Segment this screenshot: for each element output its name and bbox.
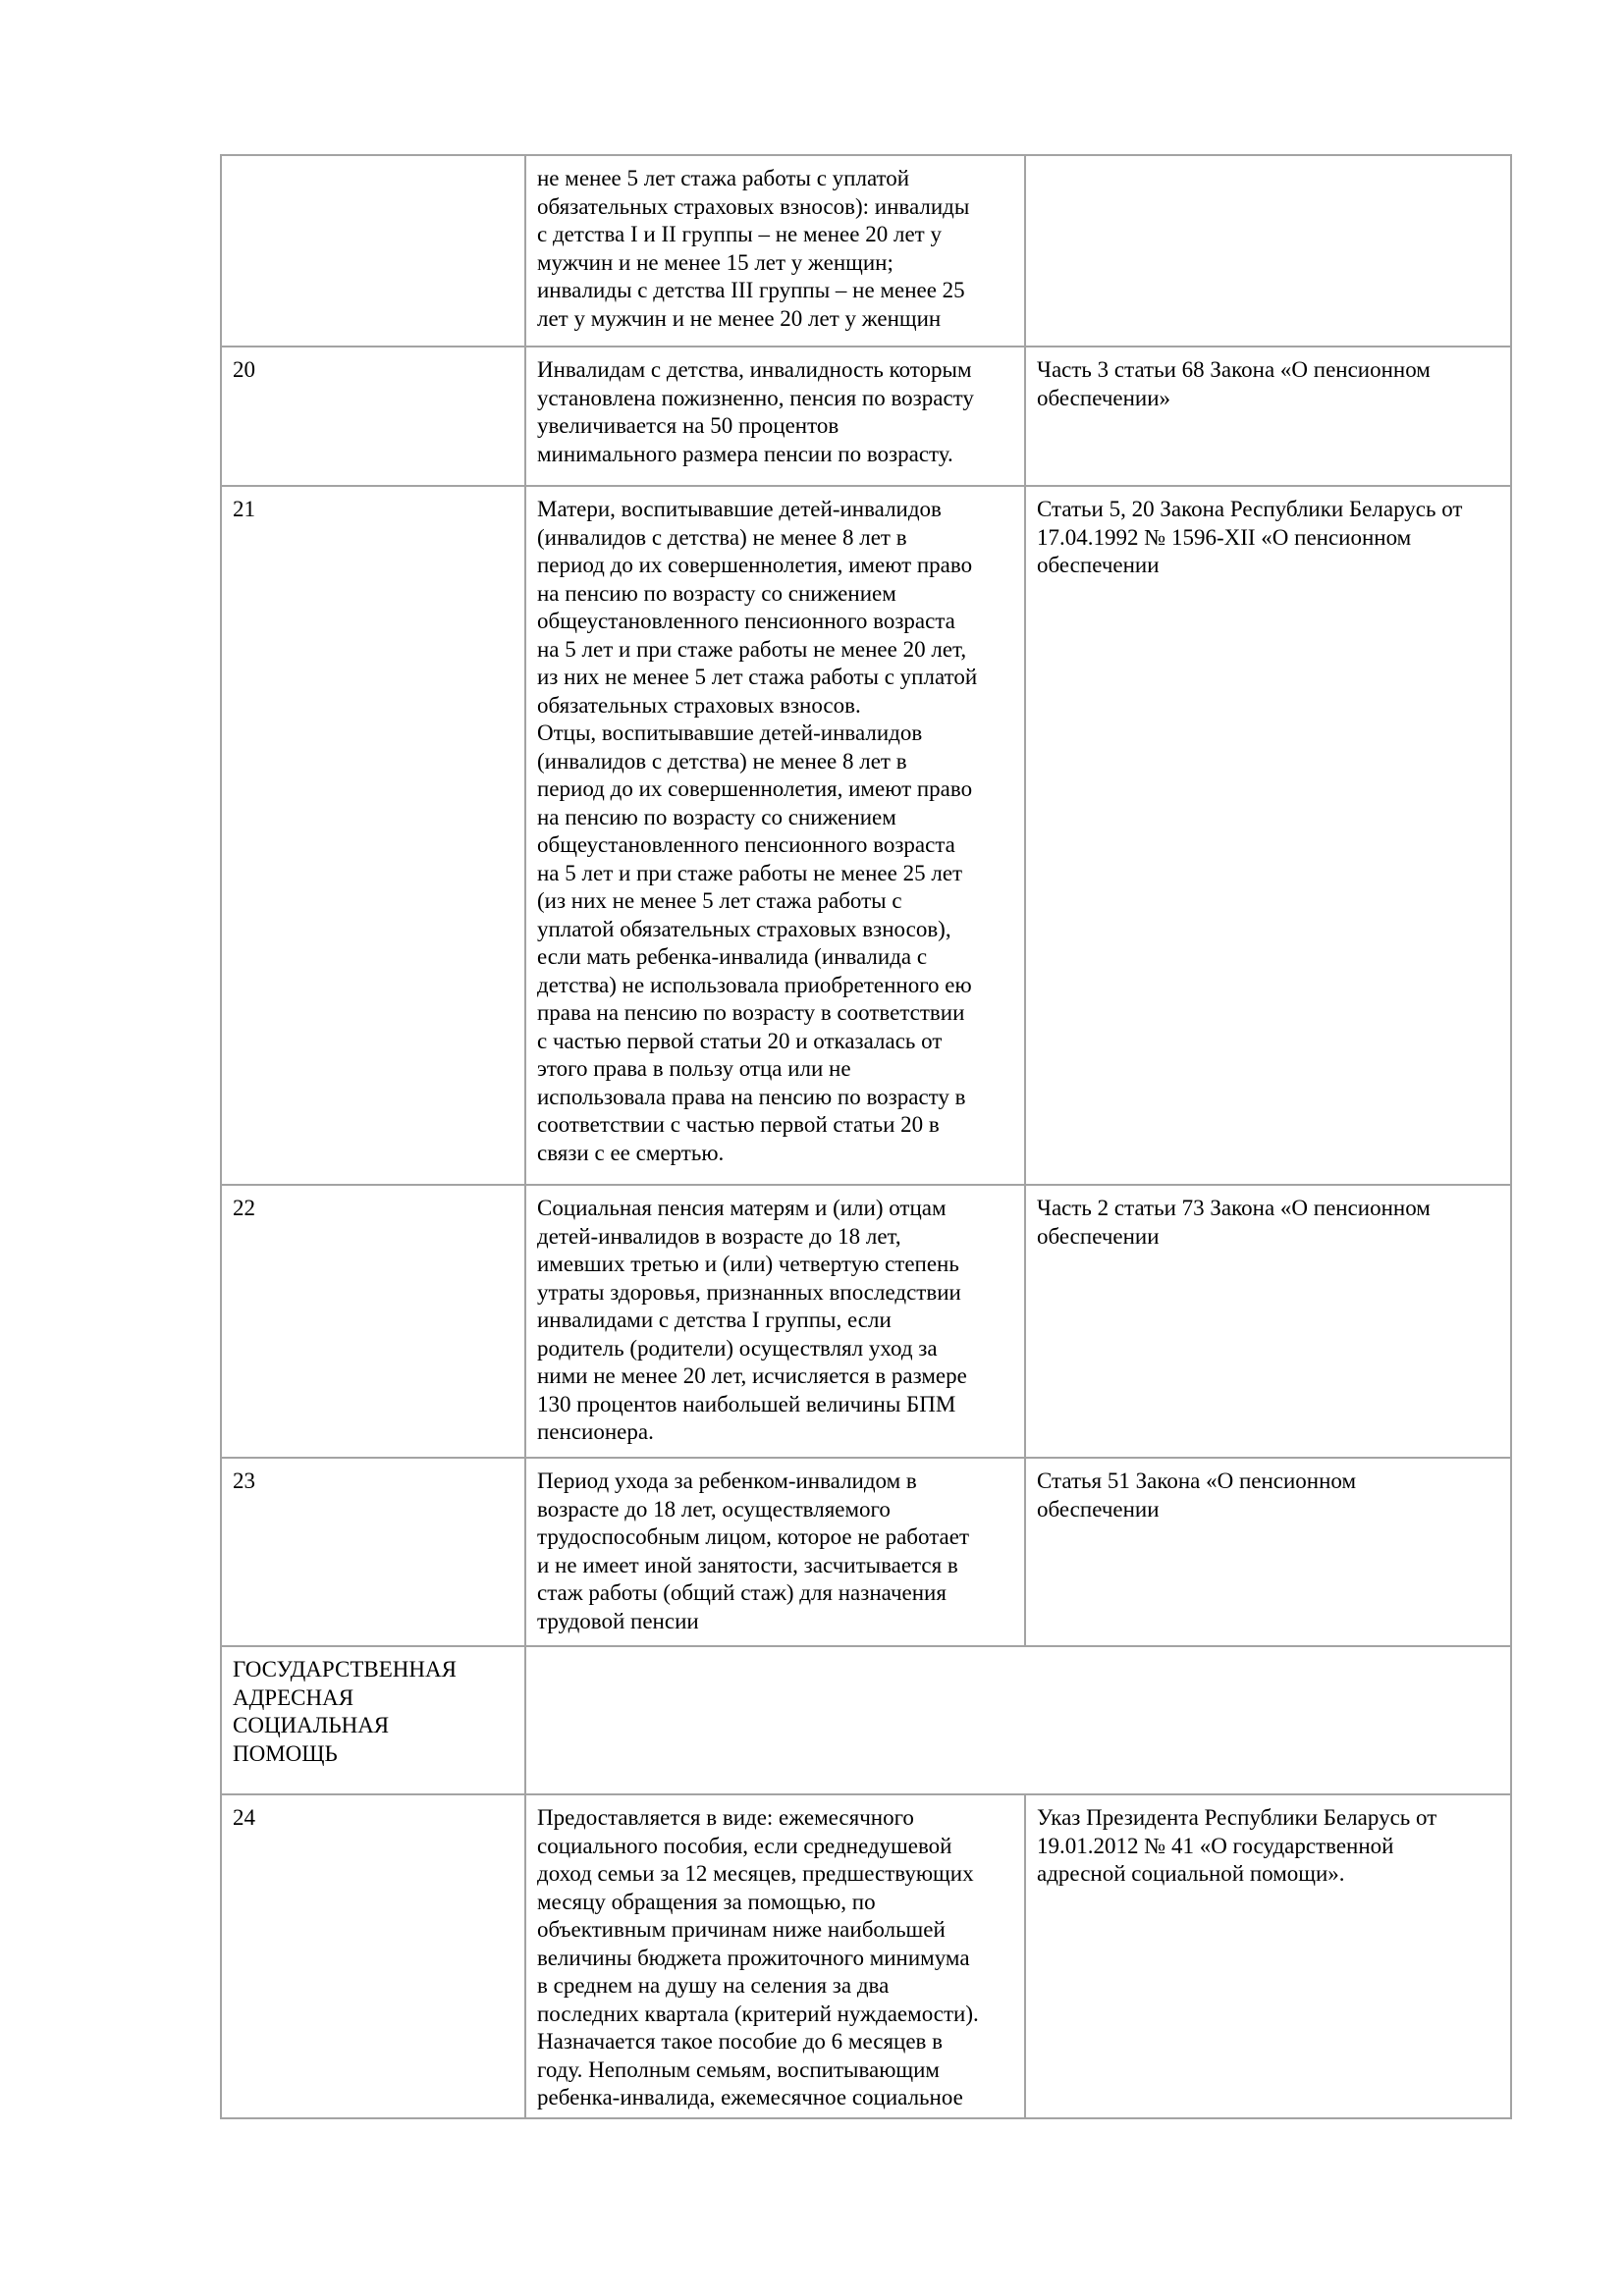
row-text-cell: Период ухода за ребенком-инвалидом в возрасте до 18 лет, осуществляемого трудоспособным лицом, которое не работает и не имеет иной занятости, засчитывается в стаж работы (общий стаж) для назначения трудовой пенсии [525,1458,1025,1646]
row-text-cell: Матери, воспитывавшие детей-инвалидов (инвалидов с детства) не менее 8 лет в период до их совершеннолетия, имеют право на пенсию по возрасту со снижением общеустановленного пенсионного возраста на 5 лет и при стаже работы не менее 20 лет, из них не менее 5 лет стажа работы с уплатой обязательных страховых взносов. Отцы, воспитывавшие детей-инвалидов (инвалидов с детства) не менее 8 лет в период до их совершеннолетия, имеют право на пенсию по возрасту со снижением общеустановленного пенсионного возраста на 5 лет и при стаже работы не менее 25 лет (из них не менее 5 лет стажа работы с уплатой обязательных страховых взносов), если мать ребенка-инвалида (инвалида с детства) не использовала приобретенного ею права на пенсию по возрасту в соответствии с частью первой статьи 20 и отказалась от этого права в пользу отца или не использовала права на пенсию по возрасту в соответствии с частью первой статьи 20 в связи с ее смертью. [525,486,1025,1185]
row-basis-cell [1025,155,1511,347]
benefits-table [220,154,1512,2119]
row-number-cell: 22 [221,1185,525,1458]
row-number-cell: 23 [221,1458,525,1646]
row-number-cell [221,155,525,347]
row-number-cell: 20 [221,347,525,486]
table-row-22 [221,1185,1511,1458]
table-row-23 [221,1458,1511,1646]
row-basis-cell: Указ Президента Республики Беларусь от 19.01.2012 № 41 «О государственной адресной социальной помощи». [1025,1794,1511,2118]
row-number-cell: 21 [221,486,525,1185]
row-text-cell: Предоставляется в виде: ежемесячного социального пособия, если среднедушевой доход семьи за 12 месяцев, предшествующих месяцу обращения за помощью, по объективным причинам ниже наибольшей величины бюджета прожиточного минимума в среднем на душу на селения за два последних квартала (критерий нуждаемости). Назначается такое пособие до 6 месяцев в году. Неполным семьям, воспитывающим ребенка-инвалида, ежемесячное социальное [525,1794,1025,2118]
table-row-continuation [221,155,1511,347]
table-row-21 [221,486,1511,1185]
table-row-20 [221,347,1511,486]
table-row-24 [221,1794,1511,2118]
section-empty-cell [525,1646,1511,1794]
section-title-cell: ГОСУДАРСТВЕННАЯ АДРЕСНАЯ СОЦИАЛЬНАЯ ПОМОЩЬ [221,1646,525,1794]
row-text-cell: Социальная пенсия матерям и (или) отцам детей-инвалидов в возрасте до 18 лет, имевших третью и (или) четвертую степень утраты здоровья, признанных впоследствии инвалидами с детства I группы, если родитель (родители) осуществлял уход за ними не менее 20 лет, исчисляется в размере 130 процентов наибольшей величины БПМ пенсионера. [525,1185,1025,1458]
row-number-cell: 24 [221,1794,525,2118]
row-basis-cell: Часть 3 статьи 68 Закона «О пенсионном обеспечении» [1025,347,1511,486]
row-basis-cell: Часть 2 статьи 73 Закона «О пенсионном обеспечении [1025,1185,1511,1458]
row-basis-cell: Статьи 5, 20 Закона Республики Беларусь от 17.04.1992 № 1596-XII «О пенсионном обеспечении [1025,486,1511,1185]
row-text-cell: не менее 5 лет стажа работы с уплатой обязательных страховых взносов): инвалиды с детства I и II группы – не менее 20 лет у мужчин и не менее 15 лет у женщин; инвалиды с детства III группы – не менее 25 лет у мужчин и не менее 20 лет у женщин [525,155,1025,347]
row-text-cell: Инвалидам с детства, инвалидность которым установлена пожизненно, пенсия по возрасту увеличивается на 50 процентов минимального размера пенсии по возрасту. [525,347,1025,486]
row-basis-cell: Статья 51 Закона «О пенсионном обеспечении [1025,1458,1511,1646]
section-header-row [221,1646,1511,1794]
